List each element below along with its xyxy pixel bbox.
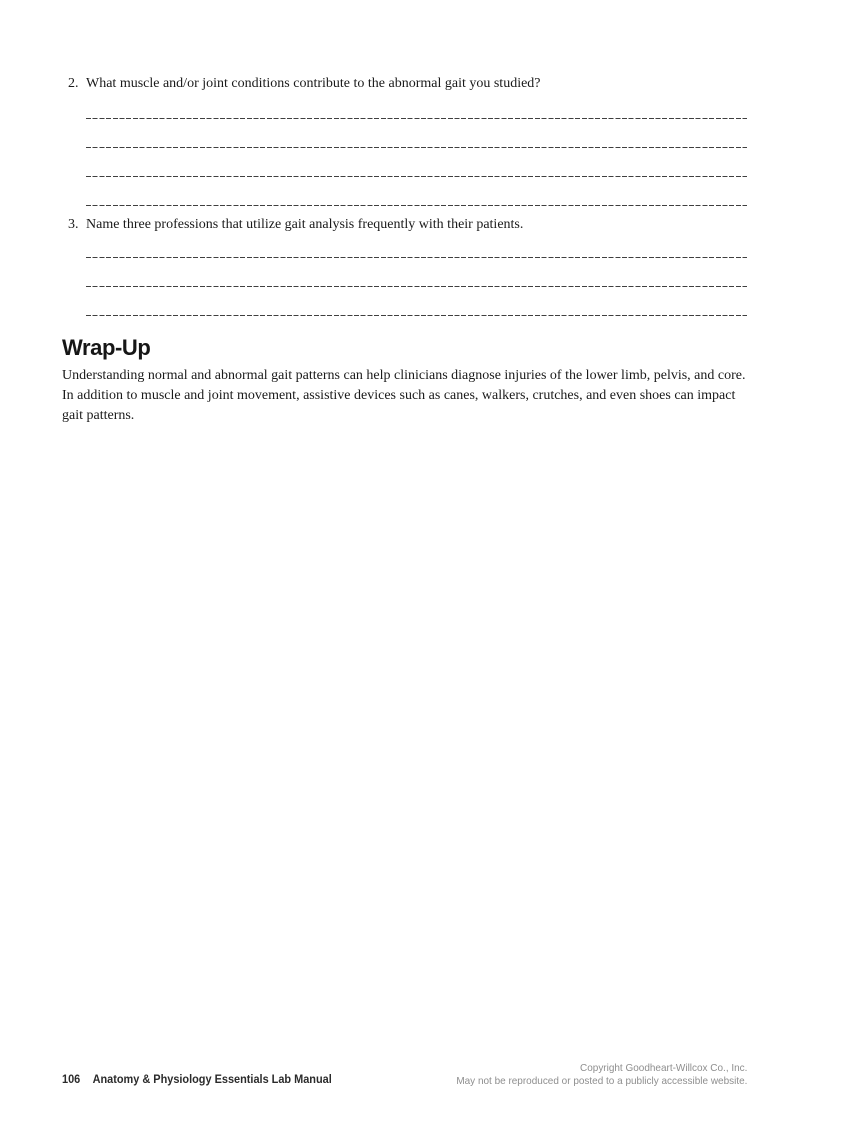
section-heading-wrap-up: Wrap-Up [62,335,151,360]
answer-lines [86,257,747,316]
answer-line [86,205,747,206]
question-text: What muscle and/or joint conditions contribute to the abnormal gait you studied? [86,76,541,91]
page-number: 106 [62,1074,81,1086]
answer-line [86,315,747,316]
question-3-row [62,216,747,234]
question-text: Name three professions that utilize gait analysis frequently with their patients. [86,217,524,232]
answer-line [86,176,747,177]
wrap-up-section [62,336,747,426]
book-title: Anatomy & Physiology Essentials Lab Manual [92,1074,332,1086]
footer-copyright [456,1062,747,1088]
question-number: 3. [68,217,79,232]
footer-left [62,1074,332,1086]
copyright-line-1: Copyright Goodheart-Willcox Co., Inc. [579,1062,747,1074]
answer-line [86,147,747,148]
question-2 [62,75,747,206]
answer-line [86,286,747,287]
question-3 [62,216,747,316]
answer-lines [86,118,747,206]
answer-line [86,118,747,119]
wrap-up-paragraph: Understanding normal and abnormal gait patterns can help clinicians diagnose injuries of the lower limb, pelvis, and core. In addition to muscle and joint movement, assistive devices such as canes, walkers, crutches, and even shoes can impact gait patterns. [62,368,746,423]
copyright-line-2: May not be reproduced or posted to a publicly accessible website. [455,1075,747,1087]
question-number: 2. [68,76,79,91]
answer-line [86,257,747,258]
question-2-row [62,75,747,93]
